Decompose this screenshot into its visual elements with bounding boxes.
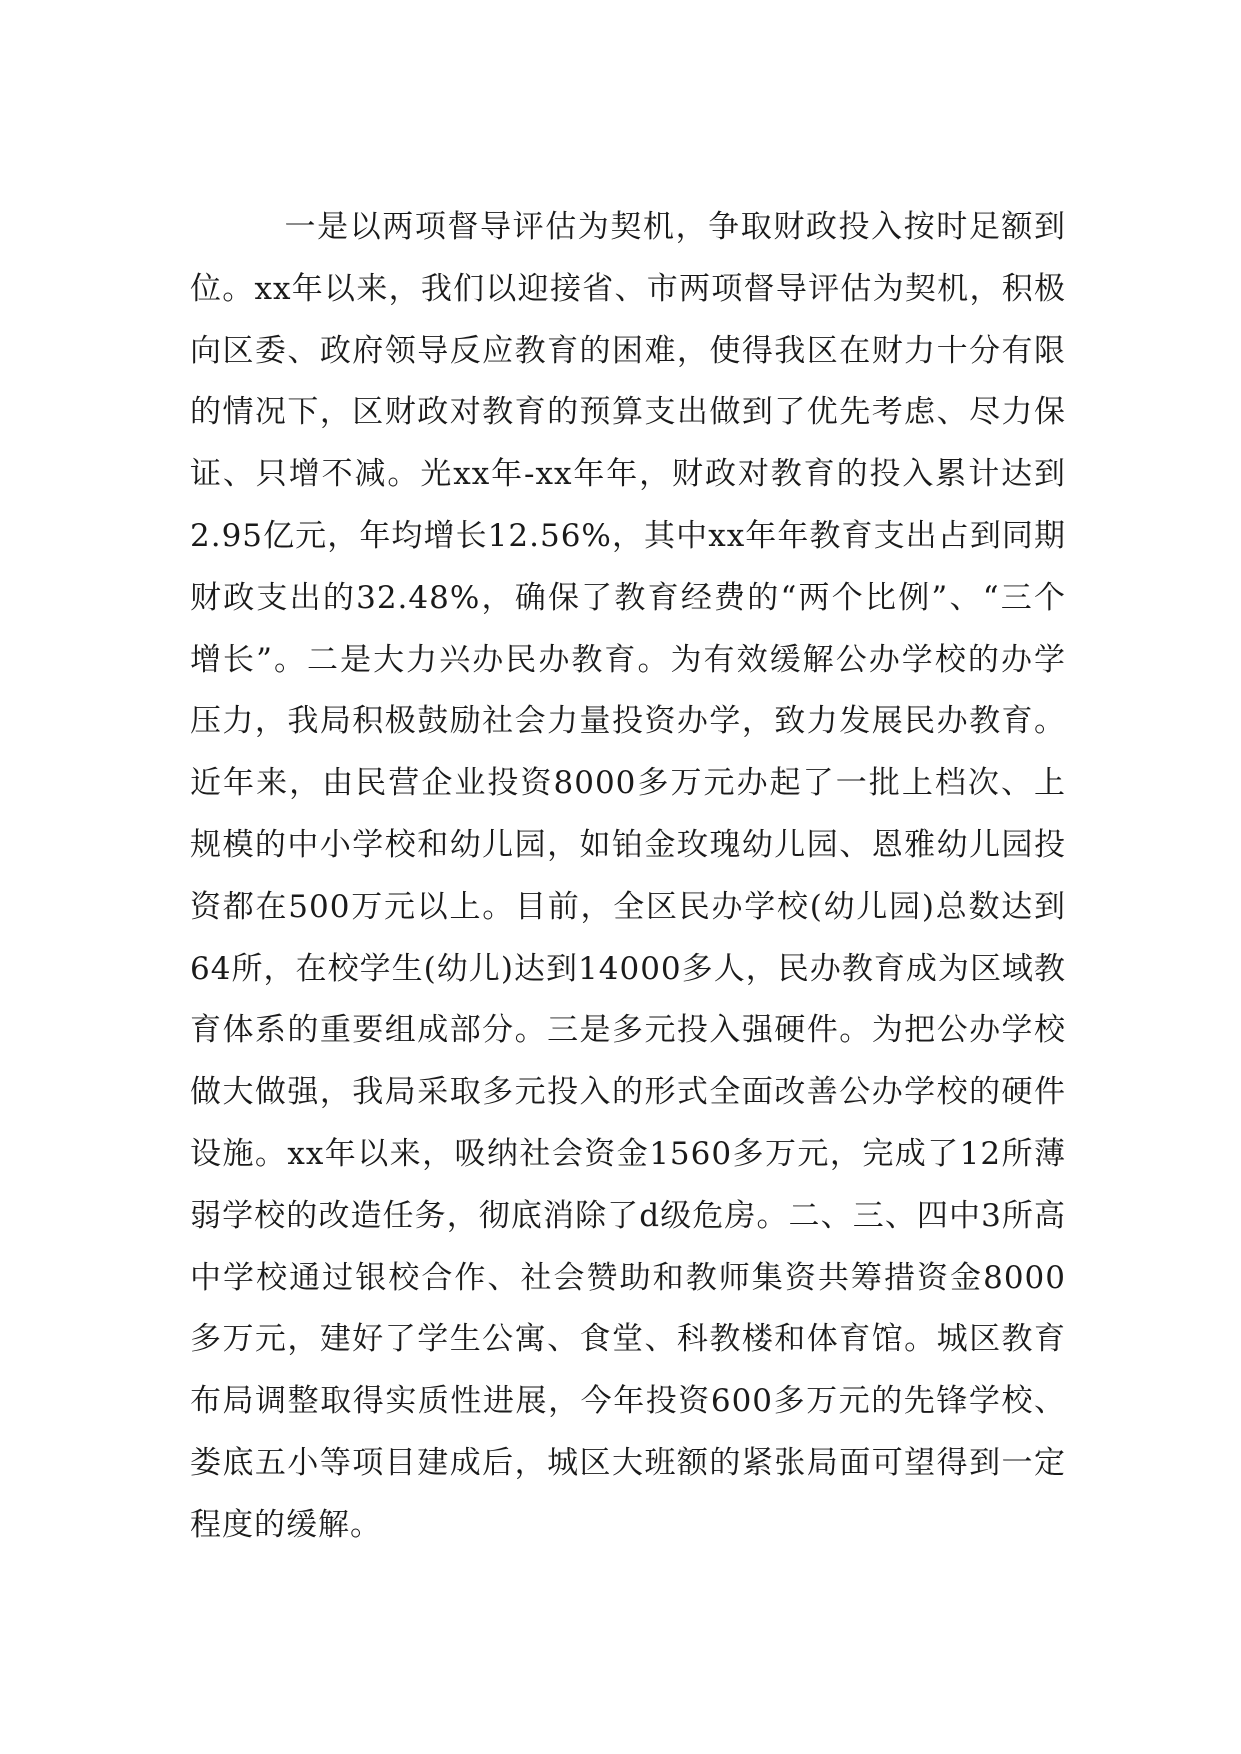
body-paragraph: 一是以两项督导评估为契机，争取财政投入按时足额到位。xx年以来，我们以迎接省、市两项督导评估为契机，积极向区委、政府领导反应教育的困难，使得我区在财力十分有限的情况下，区财政对教育的预算支出做到了优先考虑、尽力保证、只增不减。光xx年-xx年年，财政对教育的投入累计达到2.95亿元，年均增长12.56%，其中xx年年教育支出占到同期财政支出的32.48%，确保了教育经费的“两个比例”、“三个增长”。二是大力兴办民办教育。为有效缓解公办学校的办学压力，我局积极鼓励社会力量投资办学，致力发展民办教育。近年来，由民营企业投资8000多万元办起了一批上档次、上规模的中小学校和幼儿园，如铂金玫瑰幼儿园、恩雅幼儿园投资都在500万元以上。目前，全区民办学校(幼儿园)总数达到64所，在校学生(幼儿)达到14000多人，民办教育成为区域教育体系的重要组成部分。三是多元投入强硬件。为把公办学校做大做强，我局采取多元投入的形式全面改善公办学校的硬件设施。xx年以来，吸纳社会资金1560多万元，完成了12所薄弱学校的改造任务，彻底消除了d级危房。二、三、四中3所高中学校通过银校合作、社会赞助和教师集资共筹措资金8000多万元，建好了学生公寓、食堂、科教楼和体育馆。城区教育布局调整取得实质性进展，今年投资600多万元的先锋学校、娄底五小等项目建成后，城区大班额的紧张局面可望得到一定程度的缓解。 (190, 209, 1066, 1543)
